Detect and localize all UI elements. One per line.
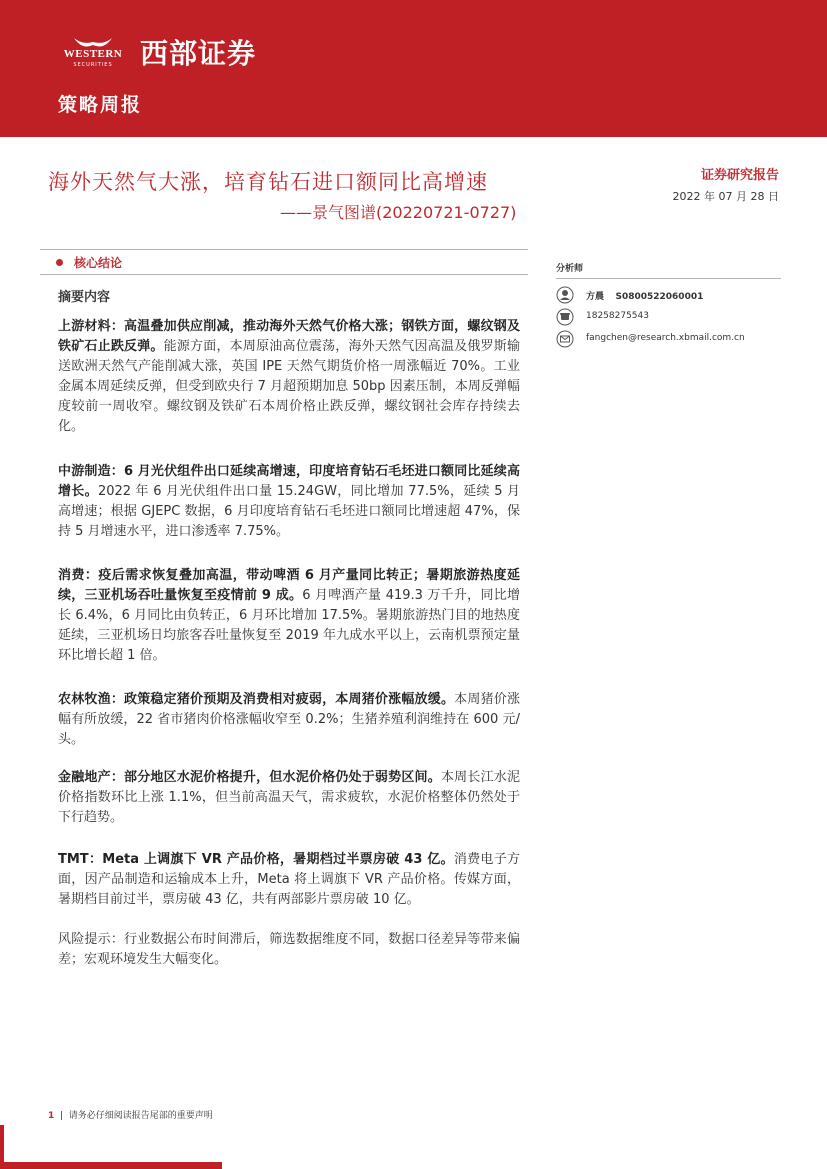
footer: 1 | 请务必仔细阅读报告尾部的重要声明 bbox=[48, 1111, 213, 1121]
report-header bbox=[0, 0, 827, 137]
paragraph-body: 本周猪价涨幅有所放缓，22 省市猪肉价格涨幅收窄至 0.2%；生猪养殖利润维持在 600 元/头。 bbox=[58, 692, 520, 747]
paragraph-agriculture bbox=[58, 690, 520, 750]
core-conclusion-label: 核心结论 bbox=[74, 256, 123, 270]
analyst-heading-label: 分析师 bbox=[556, 264, 584, 274]
analyst-phone: 18258275543 bbox=[586, 311, 649, 321]
analyst-heading bbox=[556, 256, 781, 279]
paragraph-tmt bbox=[58, 850, 520, 910]
doc-type: 策略周报 bbox=[58, 94, 143, 116]
analyst-cert: S0800522060001 bbox=[615, 292, 704, 302]
report-date: 2022 年 07 月 28 日 bbox=[672, 190, 779, 203]
phone-icon bbox=[556, 308, 574, 326]
paragraph-midstream bbox=[58, 462, 520, 542]
paragraph-body: 6 月啤酒产量 419.3 万千升，同比增长 6.4%，6 月同比由负转正，6 月环比增加 17.5%。暑期旅游热门目的地热度延续，三亚机场日均旅客吞吐量恢复至 2019 年九成水平以上，云南机票预定量环比增长超 1 倍。 bbox=[58, 588, 520, 663]
logo-sub: SECURITIES bbox=[73, 62, 113, 68]
paragraph-lead: 金融地产：部分地区水泥价格提升，但水泥价格仍处于弱势区间。 bbox=[58, 770, 441, 785]
core-conclusion-bar bbox=[40, 249, 528, 275]
email-icon bbox=[556, 330, 574, 348]
paragraph-consumer bbox=[58, 566, 520, 666]
paragraph-lead: 农林牧渔：政策稳定猪价预期及消费相对疲弱，本周猪价涨幅放缓。 bbox=[58, 692, 455, 707]
footer-accent-horizontal bbox=[0, 1162, 222, 1169]
paragraph-finance-realestate bbox=[58, 768, 520, 828]
report-label: 证券研究报告 bbox=[700, 168, 779, 183]
summary-heading: 摘要内容 bbox=[58, 290, 111, 305]
footer-note: 请务必仔细阅读报告尾部的重要声明 bbox=[68, 1111, 213, 1121]
paragraph-upstream bbox=[58, 317, 520, 437]
paragraph-lead: 消费：疫后需求恢复叠加高温，带动啤酒 6 月产量同比转正；暑期旅游热度延续，三亚机场吞吐量恢复至疫情前 9 成。 bbox=[58, 568, 520, 603]
paragraph-body: 风险提示：行业数据公布时间滞后，筛选数据维度不同，数据口径差异等带来偏差；宏观环境发生大幅变化。 bbox=[58, 932, 520, 967]
brand-name: 西部证券 bbox=[140, 37, 257, 70]
analyst-name: 方晨 bbox=[586, 292, 605, 302]
paragraph-risk bbox=[58, 930, 520, 970]
sub-title: ——景气图谱(20220721-0727) bbox=[280, 203, 517, 222]
paragraph-lead: TMT：Meta 上调旗下 VR 产品价格，暑期档过半票房破 43 亿。 bbox=[58, 852, 454, 867]
page-number: 1 bbox=[48, 1111, 55, 1121]
paragraph-lead: 上游材料：高温叠加供应削减，推动海外天然气价格大涨；钢铁方面，螺纹钢及铁矿石止跌反弹。 bbox=[58, 319, 520, 354]
analyst-name-line bbox=[586, 289, 703, 302]
western-securities-logo bbox=[58, 36, 128, 72]
paragraph-body: 2022 年 6 月光伏组件出口量 15.24GW，同比增加 77.5%，延续 5 月高增速；根据 GJEPC 数据，6 月印度培育钻石毛坯进口额同比增速超 47%，保持 5 月增速水平，进口渗透率 7.75%。 bbox=[58, 484, 520, 539]
paragraph-body: 能源方面，本周原油高位震荡，海外天然气因高温及俄罗斯输送欧洲天然气产能削减大涨，英国 IPE 天然气期货价格一周涨幅近 70%。工业金属本周延续反弹，但受到欧央行 7 月超预期加息 50bp 因素压制，本周反弹幅度较前一周收窄。螺纹钢及铁矿石本周价格止跌反弹，螺纹钢社会库存持续去化。 bbox=[58, 339, 520, 434]
paragraph-lead: 中游制造：6 月光伏组件出口延续高增速，印度培育钻石毛坯进口额同比延续高增长。 bbox=[58, 464, 520, 499]
bullet-dot-icon bbox=[56, 259, 63, 266]
main-title: 海外天然气大涨，培育钻石进口额同比高增速 bbox=[48, 170, 488, 194]
paragraph-body: 本周长江水泥价格指数环比上涨 1.1%，但当前高温天气，需求疲软，水泥价格整体仍然处于下行趋势。 bbox=[58, 770, 520, 825]
analyst-email[interactable]: fangchen@research.xbmail.com.cn bbox=[586, 333, 745, 343]
paragraph-body: 消费电子方面，因产品制造和运输成本上升，Meta 将上调旗下 VR 产品价格。传媒方面，暑期档目前过半，票房破 43 亿，共有两部影片票房破 10 亿。 bbox=[58, 852, 520, 907]
logo-word: WESTERN bbox=[63, 48, 123, 60]
person-icon bbox=[556, 286, 574, 304]
